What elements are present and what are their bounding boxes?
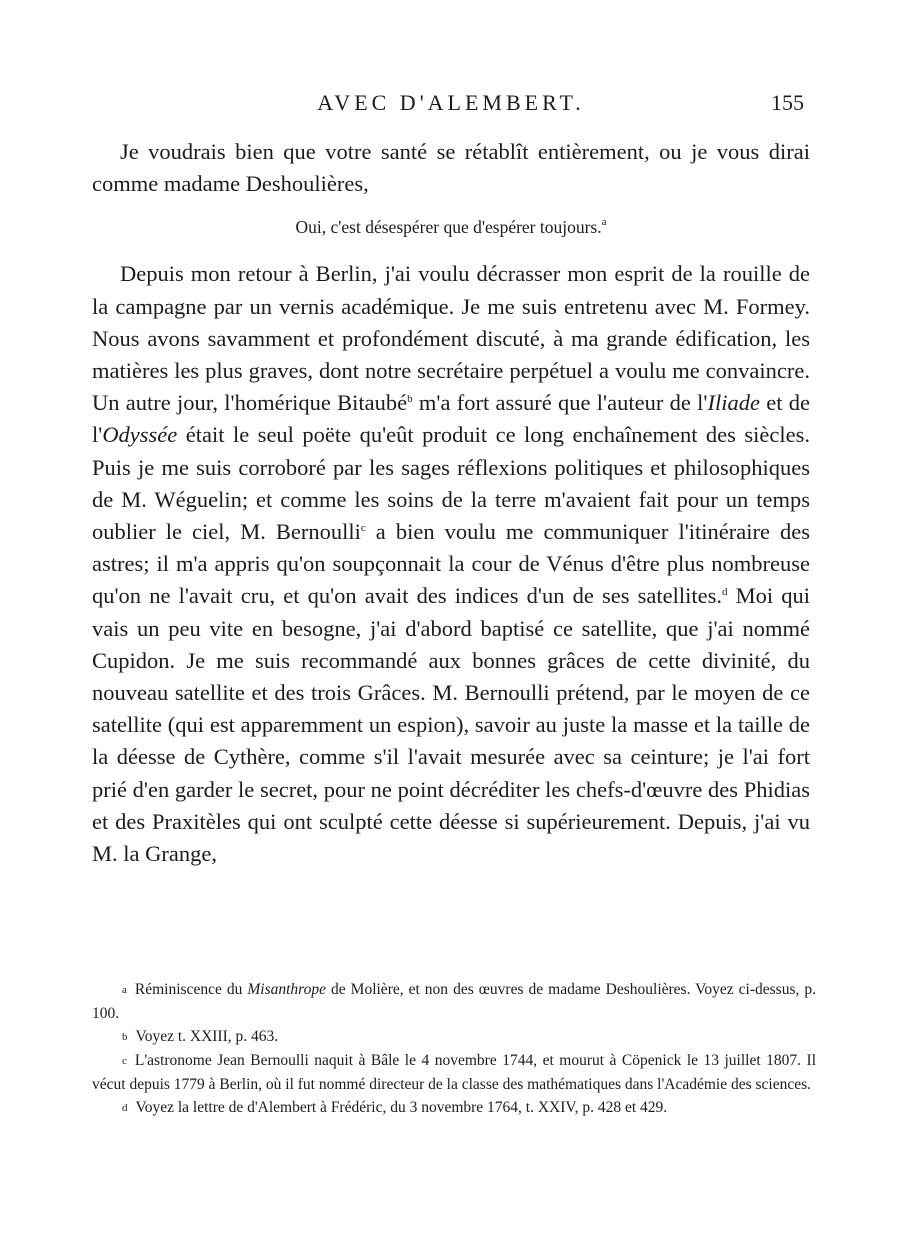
footnote-b-text: Voyez t. XXIII, p. 463.: [135, 1028, 279, 1045]
footnote-ref-d[interactable]: d: [721, 586, 728, 599]
paragraph-1: Je voudrais bien que votre santé se rétablît entièrement, ou je vous dirai comme madame Deshoulières,: [92, 139, 810, 197]
page-header: [92, 90, 810, 124]
paragraph-2: [92, 258, 810, 870]
footnote-c-text: L'astronome Jean Bernoulli naquit à Bâle le 4 novembre 1744, et mourut à Cöpenick le 13 juillet 1807. Il vécut depuis 1779 à Berlin, où il fut nommé directeur de la classe des mathématiques dans l'Académie des sciences.: [92, 1052, 816, 1093]
running-head: AVEC D'ALEMBERT.: [317, 90, 585, 115]
footnote-marker-c: c: [122, 1055, 127, 1067]
main-text: [92, 136, 810, 870]
paragraph-2-part-f: Moi qui vais un peu vite en besogne, j'ai d'abord baptisé ce satellite, que j'ai nommé Cupidon. Je me suis recommandé aux bonnes grâces de cette divinité, du nouveau satellite et des trois Grâces. M. Bernoulli prétend, par le moyen de ce satellite (qui est apparemment un espion), savoir au juste la masse et la taille de la déesse de Cythère, comme s'il l'avait mesurée avec sa ceinture; je l'ai fort prié d'en garder le secret, pour ne point décréditer les chefs-d'œuvre des Phidias et des Praxitèles qui ont sculpté cette déesse si supérieurement. Depuis, j'ai vu M. la Grange,: [92, 583, 811, 867]
footnotes: [92, 978, 816, 1120]
footnote-a-text-1: Réminiscence du: [134, 981, 248, 998]
verse-quote-text: Oui, c'est désespérer que d'espérer toujours.: [295, 217, 602, 238]
footnote-ref-c[interactable]: c: [360, 522, 366, 535]
paragraph-2-part-b: m'a fort assuré que l'auteur de l': [412, 390, 708, 416]
verse-quote: [92, 214, 810, 240]
footnote-ref-b[interactable]: b: [407, 393, 413, 406]
paragraph-2-part-a: Depuis mon retour à Berlin, j'ai voulu décrasser mon esprit de la rouille de la campagne par un vernis académique. Je me suis entretenu avec M. Formey. Nous avons savamment et profondément discuté, à ma grande édification, les matières les plus graves, dont notre secrétaire perpétuel a voulu me convaincre. Un autre jour, l'homérique Bitaubé: [92, 261, 810, 416]
footnote-marker-d: d: [122, 1102, 128, 1114]
footnote-marker-a: a: [122, 984, 127, 996]
footnote-c: [92, 1049, 816, 1096]
paragraph-2-part-d: était le seul poëte qu'eût produit ce long enchaînement des siècles. Puis je me suis corroboré par les sages réflexions politiques et philosophiques de M. Wéguelin; et comme les soins de la terre m'avaient fait pour un temps oublier le ciel, M. Bernoulli: [92, 422, 810, 545]
footnote-marker-b: b: [122, 1031, 128, 1043]
footnote-d: [92, 1096, 816, 1120]
footnote-a: [92, 978, 816, 1025]
footnote-d-text: Voyez la lettre de d'Alembert à Frédéric, du 3 novembre 1764, t. XXIV, p. 428 et 429.: [135, 1099, 668, 1116]
footnote-a-title: Misanthrope: [247, 981, 327, 998]
footnote-b: [92, 1025, 816, 1049]
paragraph-2-part-e: a bien voulu me communiquer l'itinéraire des astres; il m'a appris qu'on soupçonnait la cour de Vénus d'être plus nombreuse qu'on ne l'avait cru, et qu'on avait des indices d'un de ses satellites.: [92, 519, 810, 609]
page-number: 155: [771, 90, 804, 115]
footnote-a-text-2: de Molière, et non des œuvres de madame Deshoulières. Voyez ci-dessus, p. 100.: [92, 981, 816, 1022]
footnote-ref-a[interactable]: a: [601, 216, 607, 229]
title-odyssee: Odyssée: [102, 422, 178, 448]
paragraph-2-part-c: et de l': [92, 390, 810, 448]
title-iliade: Iliade: [707, 390, 760, 416]
